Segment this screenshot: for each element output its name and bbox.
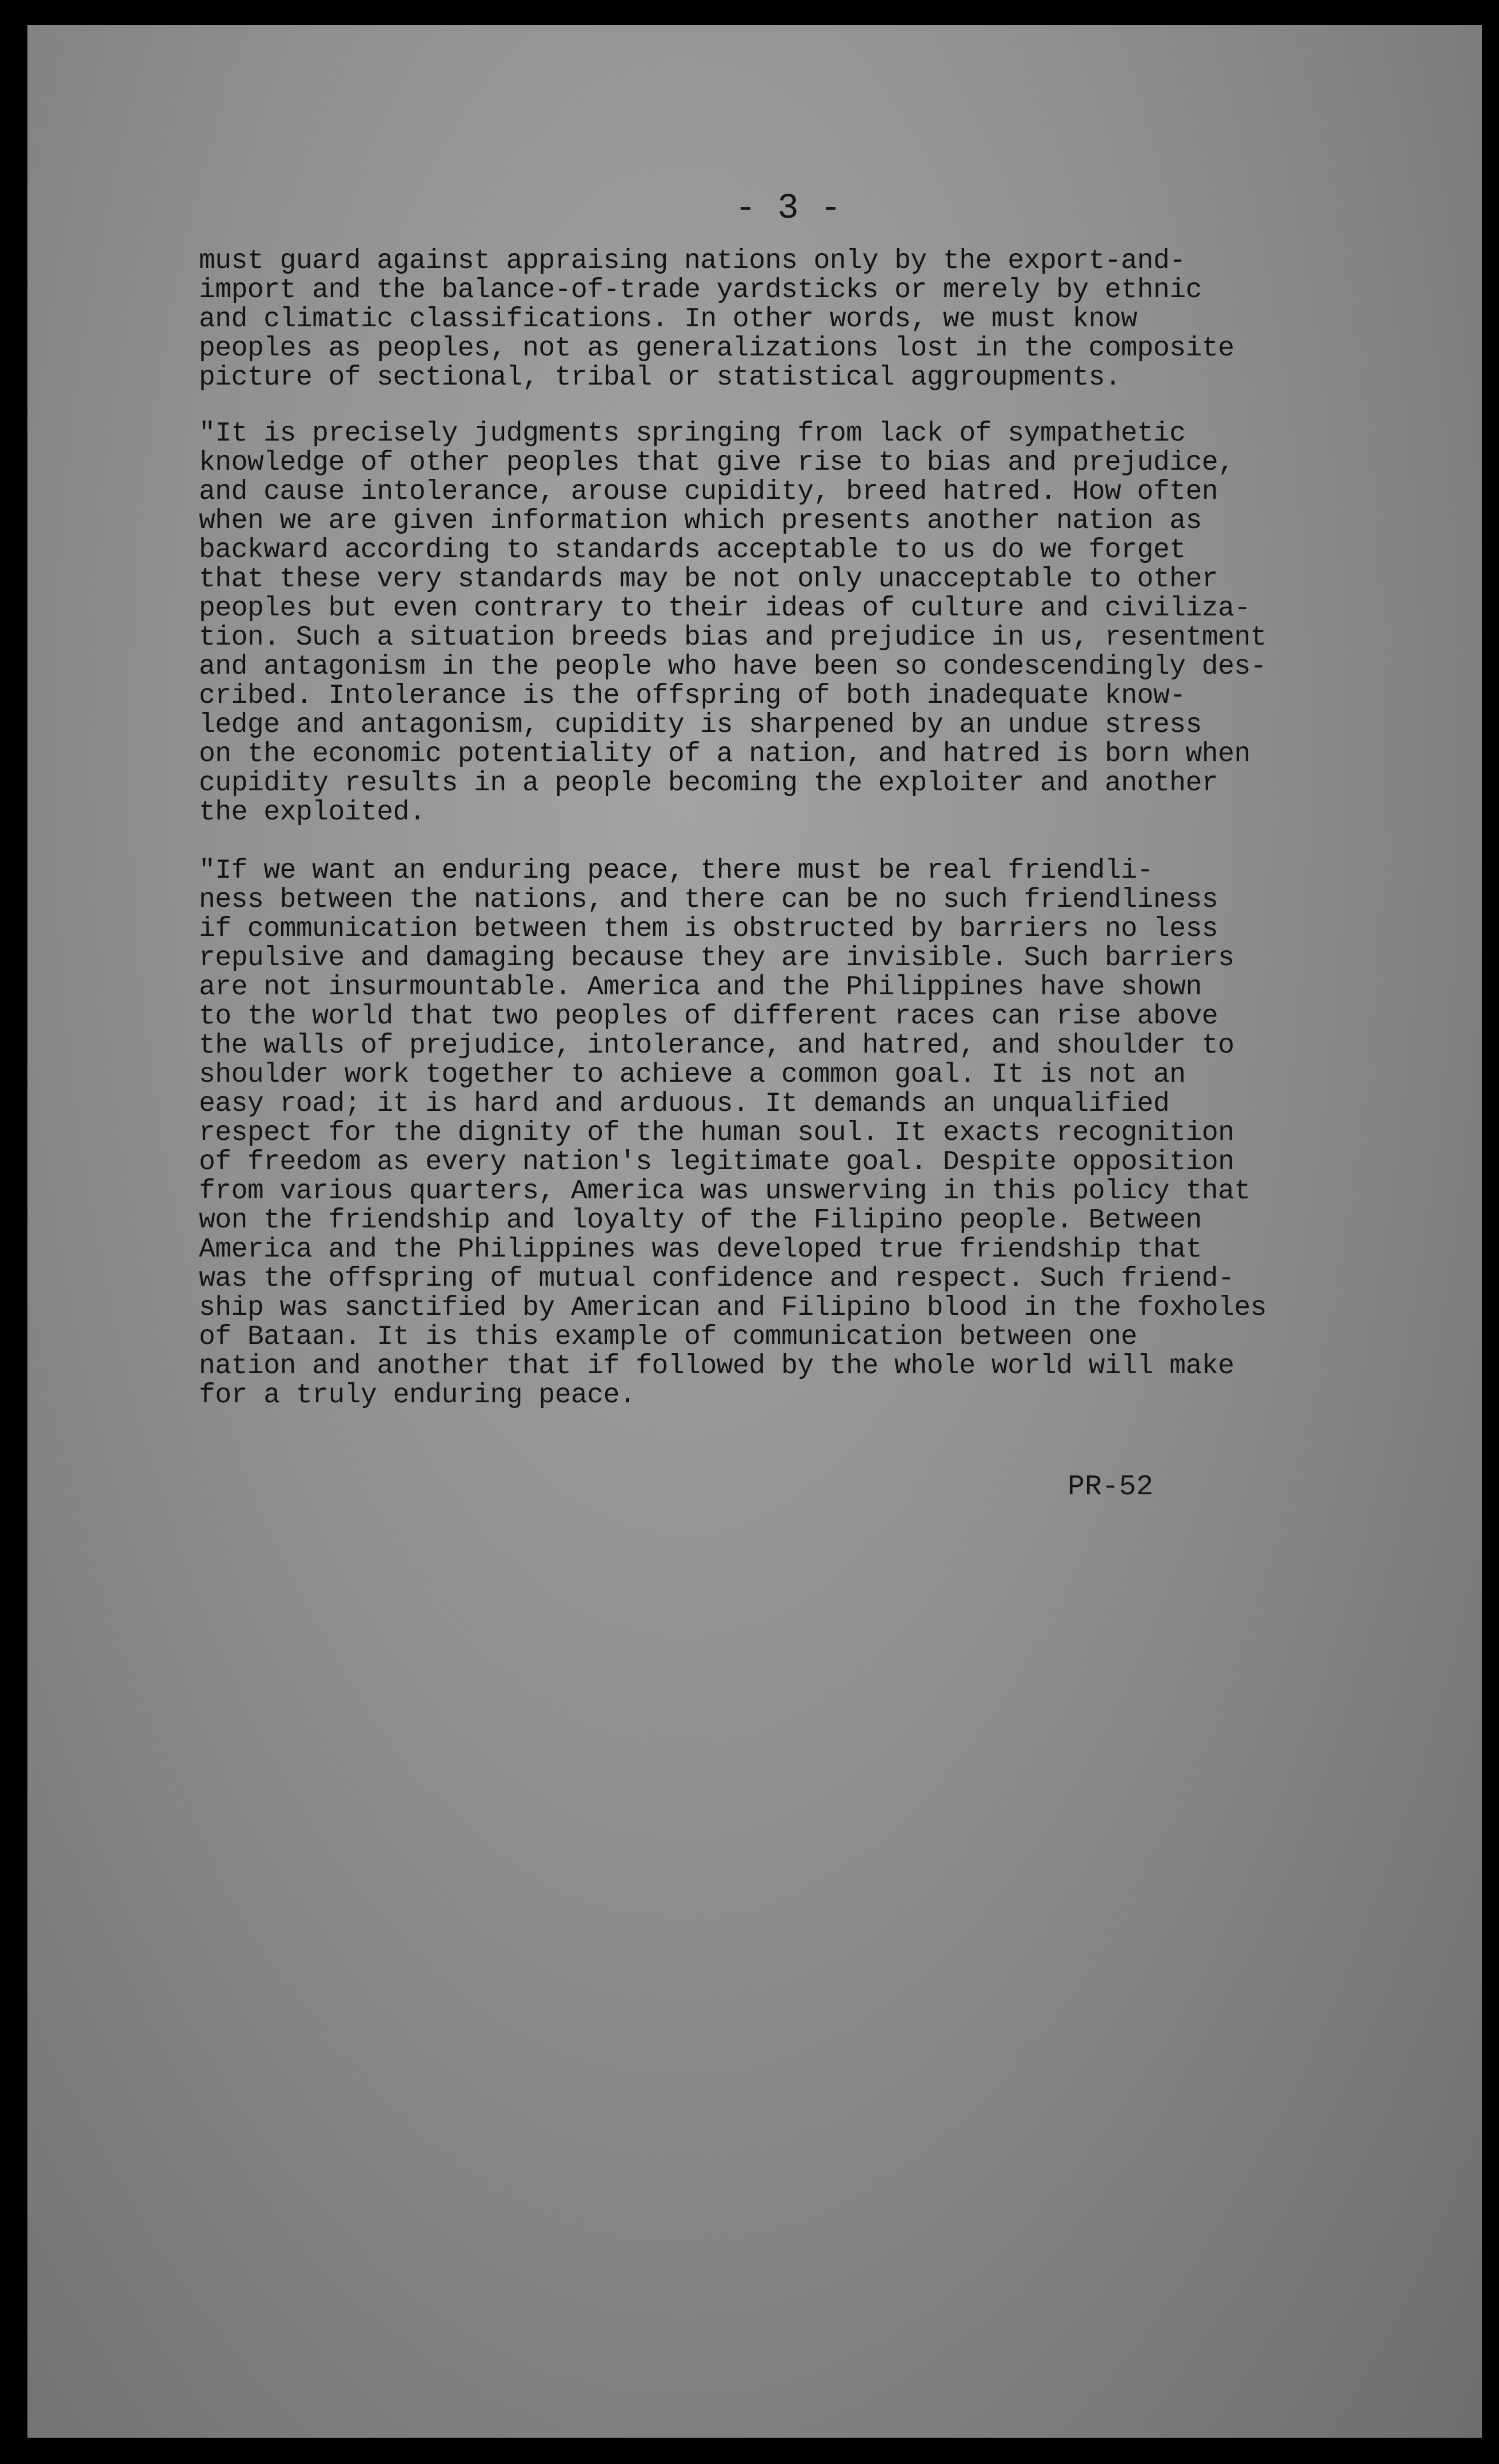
text-line: and cause intolerance, arouse cupidity, breed hatred. How often: [199, 477, 1218, 507]
text-line: the exploited.: [199, 797, 426, 828]
text-line: peoples but even contrary to their ideas of culture and civiliza-: [199, 593, 1250, 624]
text-line: ship was sanctified by American and Filipino blood in the foxholes: [199, 1293, 1267, 1323]
text-line: and antagonism in the people who have been so condescendingly des-: [199, 651, 1267, 682]
text-line: from various quarters, America was unswerving in this policy that: [199, 1176, 1250, 1207]
text-line: import and the balance-of-trade yardsticks or merely by ethnic: [199, 275, 1202, 306]
paragraph-prejudice: [199, 419, 1410, 827]
document-page: [27, 25, 1482, 2438]
page-number: - 3 -: [735, 188, 842, 229]
text-line: repulsive and damaging because they are invisible. Such barriers: [199, 943, 1234, 974]
paragraph-enduring-peace: [199, 857, 1410, 1410]
text-line: if communication between them is obstructed by barriers no less: [199, 914, 1218, 945]
text-line: "If we want an enduring peace, there must be real friendli-: [199, 855, 1153, 886]
text-line: shoulder work together to achieve a common goal. It is not an: [199, 1059, 1186, 1090]
text-line: was the offspring of mutual confidence and respect. Such friend-: [199, 1263, 1234, 1294]
text-line: nation and another that if followed by the whole world will make: [199, 1351, 1234, 1382]
text-line: of freedom as every nation's legitimate goal. Despite opposition: [199, 1147, 1234, 1178]
text-line: backward according to standards acceptable to us do we forget: [199, 535, 1186, 566]
text-line: respect for the dignity of the human soul. It exacts recognition: [199, 1118, 1234, 1149]
text-line: knowledge of other peoples that give rise to bias and prejudice,: [199, 447, 1234, 478]
text-line: must guard against appraising nations only by the export-and-: [199, 246, 1186, 277]
text-line: for a truly enduring peace.: [199, 1380, 636, 1411]
text-line: America and the Philippines was developed true friendship that: [199, 1234, 1202, 1265]
text-line: when we are given information which presents another nation as: [199, 506, 1202, 537]
text-line: are not insurmountable. America and the Philippines have shown: [199, 972, 1202, 1003]
text-line: "It is precisely judgments springing from lack of sympathetic: [199, 418, 1186, 449]
text-line: tion. Such a situation breeds bias and prejudice in us, resentment: [199, 622, 1267, 653]
text-line: cupidity results in a people becoming the exploiter and another: [199, 768, 1218, 799]
text-line: picture of sectional, tribal or statistical aggroupments.: [199, 362, 1121, 393]
text-line: the walls of prejudice, intolerance, and hatred, and shoulder to: [199, 1030, 1234, 1061]
document-reference: PR-52: [1068, 1471, 1154, 1503]
text-line: ledge and antagonism, cupidity is sharpened by an undue stress: [199, 710, 1202, 741]
text-line: ness between the nations, and there can be no such friendliness: [199, 885, 1218, 915]
text-line: won the friendship and loyalty of the Filipino people. Between: [199, 1205, 1202, 1236]
text-line: peoples as peoples, not as generalizations lost in the composite: [199, 333, 1234, 364]
text-line: cribed. Intolerance is the offspring of both inadequate know-: [199, 681, 1186, 711]
text-line: of Bataan. It is this example of communication between one: [199, 1322, 1137, 1353]
text-line: easy road; it is hard and arduous. It demands an unqualified: [199, 1089, 1170, 1119]
text-line: on the economic potentiality of a nation, and hatred is born when: [199, 739, 1250, 770]
text-line: that these very standards may be not only unacceptable to other: [199, 564, 1218, 595]
text-line: and climatic classifications. In other words, we must know: [199, 304, 1137, 335]
paragraph-continuation: [199, 247, 1410, 393]
text-line: to the world that two peoples of different races can rise above: [199, 1001, 1218, 1032]
